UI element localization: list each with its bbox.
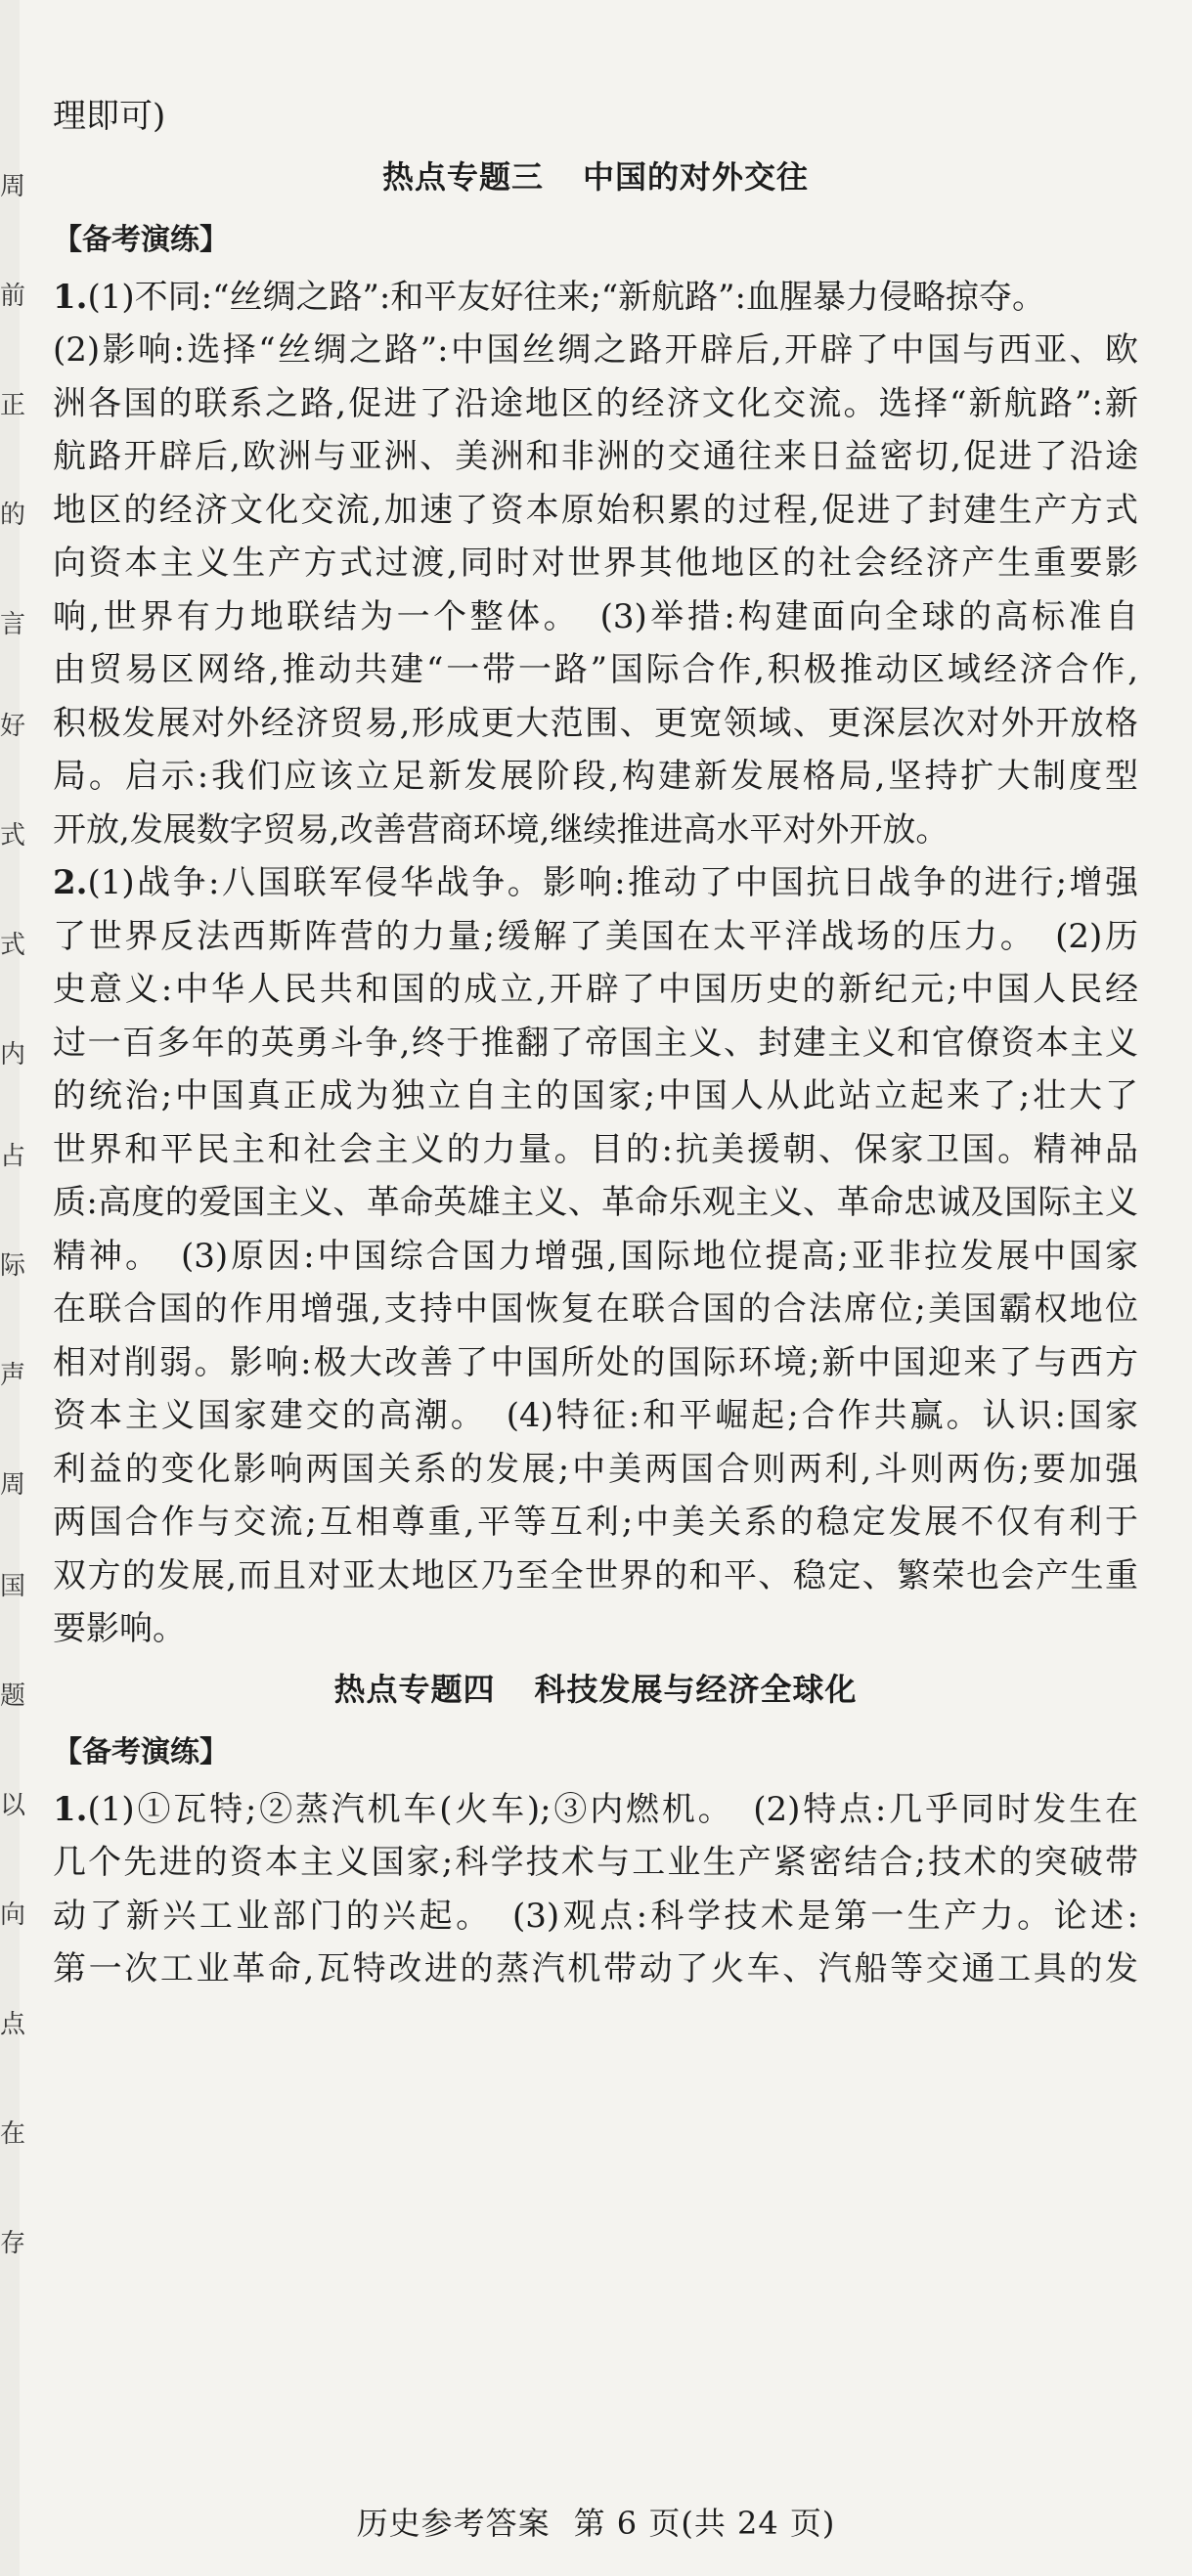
answer-line [53, 1176, 1138, 1230]
answer-line [53, 750, 1138, 804]
question-number: 1. [53, 1789, 88, 1829]
topic-3-question-1 [53, 271, 1138, 857]
question-number: 2. [53, 863, 88, 902]
answer-line [53, 484, 1138, 538]
topic-3-heading [53, 144, 1138, 210]
answer-text: 由贸易区网络,推动共建“一带一路”国际合作,积极推动区域经济合作, [53, 650, 1138, 689]
answer-line [53, 1123, 1138, 1177]
answer-line [53, 1336, 1138, 1390]
margin-mark: 在 [0, 2119, 26, 2149]
answer-line [53, 324, 1138, 377]
margin-mark: 存 [0, 2229, 26, 2258]
answer-text: 在联合国的作用增强,支持中国恢复在联合国的合法席位;美国霸权地位 [53, 1289, 1138, 1329]
answer-text: 动了新兴工业部门的兴起。 (3)观点:科学技术是第一生产力。论述: [53, 1896, 1138, 1936]
answer-line [53, 963, 1138, 1017]
answer-text: 地区的经济文化交流,加速了资本原始积累的过程,促进了封建生产方式 [53, 490, 1138, 530]
answer-text: (1)战争:八国联军侵华战争。影响:推动了中国抗日战争的进行;增强 [87, 863, 1138, 902]
margin-mark: 内 [0, 1040, 26, 1070]
topic-3-title: 中国的对外交往 [583, 157, 810, 196]
answer-text: 向资本主义生产方式过渡,同时对世界其他地区的社会经济产生重要影 [53, 544, 1138, 583]
answer-text: (1)不同:“丝绸之路”:和平友好往来;“新航路”:血腥暴力侵略掠夺。 [87, 277, 1046, 317]
margin-mark: 周 [0, 1470, 26, 1500]
answer-line [53, 377, 1138, 431]
answer-text: (1)①瓦特;②蒸汽机车(火车);③内燃机。 (2)特点:几乎同时发生在 [87, 1789, 1138, 1829]
margin-mark: 周 [0, 172, 26, 201]
margin-mark: 正 [0, 391, 26, 420]
margin-mark: 的 [0, 501, 26, 530]
margin-mark: 好 [0, 712, 26, 741]
answer-line [53, 430, 1138, 484]
answer-line [53, 1602, 1138, 1656]
answer-line [53, 1283, 1138, 1336]
margin-mark: 向 [0, 1900, 26, 1930]
answer-text: 航路开辟后,欧洲与亚洲、美洲和非洲的交通往来日益密切,促进了沿途 [53, 437, 1138, 476]
answer-line [53, 856, 1138, 910]
answer-line [53, 590, 1138, 644]
margin-mark: 点 [0, 2010, 26, 2039]
answer-text: 积极发展对外经济贸易,形成更大范围、更宽领域、更深层次对外开放格 [53, 703, 1138, 743]
answer-text: (2)影响:选择“丝绸之路”:中国丝绸之路开辟后,开辟了中国与西亚、欧 [53, 330, 1138, 370]
answer-text: 响,世界有力地联结为一个整体。 (3)举措:构建面向全球的高标准自 [53, 596, 1138, 636]
answer-text: 开放,发展数字贸易,改善营商环境,继续推进高水平对外开放。 [53, 809, 949, 850]
answer-line [53, 1389, 1138, 1443]
topic-3-question-2 [53, 856, 1138, 1656]
answer-line [53, 271, 1138, 325]
answer-text: 相对削弱。影响:极大改善了中国所处的国际环境;新中国迎来了与西方 [53, 1342, 1138, 1382]
answer-line [53, 1443, 1138, 1497]
topic-4-label: 热点专题四 [333, 1670, 496, 1708]
answer-text: 质:高度的爱国主义、革命英雄主义、革命乐观主义、革命忠诚及国际主义 [53, 1183, 1138, 1222]
continued-line: 理即可) [53, 97, 166, 136]
answer-text: 过一百多年的英勇斗争,终于推翻了帝国主义、封建主义和官僚资本主义 [53, 1023, 1138, 1063]
answer-text: 几个先进的资本主义国家;科学技术与工业生产紧密结合;技术的突破带 [53, 1843, 1138, 1882]
topic-4-title: 科技发展与经济全球化 [534, 1670, 858, 1708]
answer-line [53, 1890, 1138, 1943]
answer-text: 世界和平民主和社会主义的力量。目的:抗美援朝、保家卫国。精神品 [53, 1129, 1138, 1169]
answer-text: 史意义:中华人民共和国的成立,开辟了中国历史的新纪元;中国人民经 [53, 970, 1138, 1009]
margin-mark: 国 [0, 1572, 26, 1601]
answer-line [53, 1836, 1138, 1890]
topic-3-section-label: 【备考演练】 [53, 222, 229, 257]
margin-mark: 前 [0, 282, 26, 311]
margin-mark: 以 [0, 1791, 26, 1820]
answer-text: 精神。 (3)原因:中国综合国力增强,国际地位提高;亚非拉发展中国家 [53, 1236, 1138, 1276]
answer-line [53, 910, 1138, 964]
answer-text: 局。启示:我们应该立足新发展阶段,构建新发展格局,坚持扩大制度型 [53, 757, 1138, 796]
margin-mark: 言 [0, 610, 26, 639]
answer-line [53, 643, 1138, 697]
answer-text: 第一次工业革命,瓦特改进的蒸汽机带动了火车、汽船等交通工具的发 [53, 1949, 1138, 1988]
answer-line [53, 1496, 1138, 1550]
answer-text: 双方的发展,而且对亚太地区乃至全世界的和平、稳定、繁荣也会产生重 [53, 1555, 1138, 1595]
answer-text: 利益的变化影响两国关系的发展;中美两国合则两利,斗则两伤;要加强 [53, 1449, 1138, 1489]
answer-line [53, 1017, 1138, 1070]
margin-mark: 式 [0, 821, 26, 851]
answer-line [53, 1783, 1138, 1837]
topic-4-heading [53, 1656, 1138, 1723]
answer-line [53, 1070, 1138, 1123]
answer-text: 的统治;中国真正成为独立自主的国家;中国人从此站立起来了;壮大了 [53, 1076, 1138, 1115]
binding-margin [0, 0, 26, 2576]
topic-4-question-1 [53, 1783, 1138, 1996]
answer-line [53, 804, 1138, 857]
margin-mark: 际 [0, 1251, 26, 1281]
answer-text: 要影响。 [53, 1609, 186, 1648]
answer-text: 了世界反法西斯阵营的力量;缓解了美国在太平洋战场的压力。 (2)历 [53, 916, 1138, 956]
answer-line [53, 1230, 1138, 1284]
answer-line [53, 697, 1138, 751]
answer-page [53, 90, 1138, 1996]
margin-mark: 声 [0, 1361, 26, 1390]
page-footer [0, 2499, 1192, 2544]
answer-text: 资本主义国家建交的高潮。 (4)特征:和平崛起;合作共赢。认识:国家 [53, 1396, 1138, 1435]
answer-text: 洲各国的联系之路,促进了沿途地区的经济文化交流。选择“新航路”:新 [53, 383, 1138, 423]
margin-mark: 题 [0, 1681, 26, 1711]
answer-text: 两国合作与交流;互相尊重,平等互利;中美关系的稳定发展不仅有利于 [53, 1503, 1138, 1542]
margin-mark: 占 [0, 1142, 26, 1171]
answer-line [53, 1943, 1138, 1996]
footer-page-number: 第 6 页(共 24 页) [573, 2505, 836, 2542]
topic-3-label: 热点专题三 [381, 157, 544, 196]
answer-line [53, 1550, 1138, 1603]
question-number: 1. [53, 277, 88, 317]
answer-line [53, 537, 1138, 590]
margin-mark: 式 [0, 931, 26, 960]
topic-4-section-label: 【备考演练】 [53, 1734, 229, 1769]
footer-subject: 历史参考答案 [356, 2505, 551, 2542]
